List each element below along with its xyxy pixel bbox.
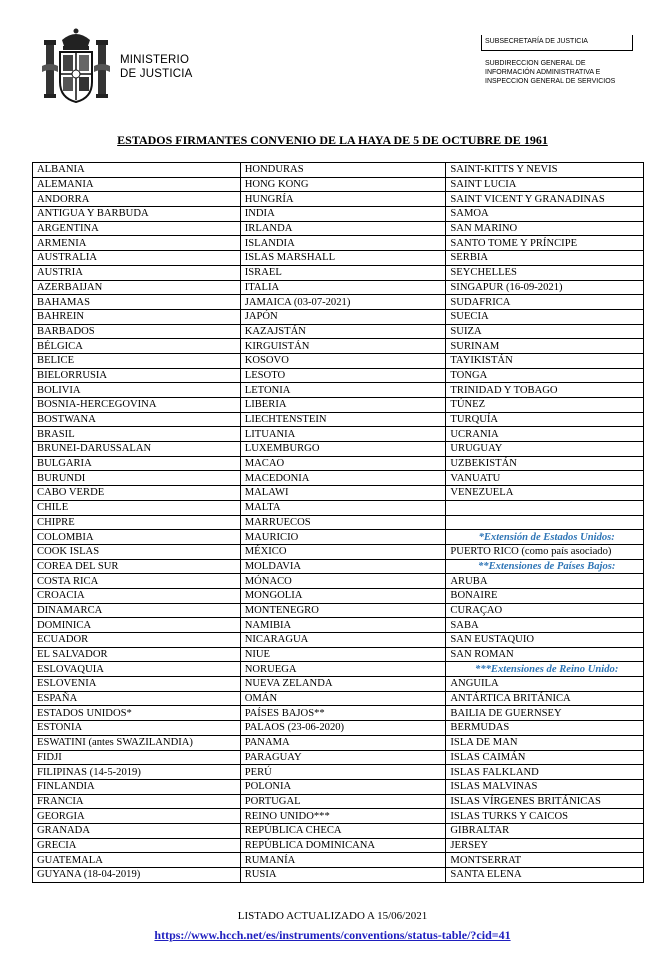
country-cell [446, 500, 644, 515]
country-cell: VENEZUELA [446, 486, 644, 501]
extension-header-cell: ***Extensiones de Reino Unido: [446, 662, 644, 677]
country-cell: ISRAEL [240, 265, 446, 280]
country-cell: BOLIVIA [33, 383, 241, 398]
country-cell: NORUEGA [240, 662, 446, 677]
country-cell: MÓNACO [240, 574, 446, 589]
table-row [33, 427, 644, 442]
country-cell: ISLAS MALVINAS [446, 779, 644, 794]
country-cell: ESTADOS UNIDOS* [33, 706, 241, 721]
country-cell: JAPÓN [240, 309, 446, 324]
country-cell: LESOTO [240, 368, 446, 383]
country-cell: GUYANA (18-04-2019) [33, 868, 241, 883]
country-cell: PAÍSES BAJOS** [240, 706, 446, 721]
table-row [33, 779, 644, 794]
country-cell: DINAMARCA [33, 603, 241, 618]
country-cell: NUEVA ZELANDA [240, 677, 446, 692]
table-row [33, 794, 644, 809]
country-cell: KIRGUISTÁN [240, 339, 446, 354]
country-cell: ARGENTINA [33, 221, 241, 236]
table-row [33, 677, 644, 692]
country-cell: GRECIA [33, 838, 241, 853]
table-row [33, 574, 644, 589]
country-cell: FINLANDIA [33, 779, 241, 794]
country-cell: BAILIA DE GUERNSEY [446, 706, 644, 721]
country-cell: JERSEY [446, 838, 644, 853]
country-cell: FIDJI [33, 750, 241, 765]
country-cell: BELICE [33, 353, 241, 368]
country-cell: CURAÇAO [446, 603, 644, 618]
table-row [33, 486, 644, 501]
subdireccion-line: INFORMACIÓN ADMINISTRATIVA E [485, 69, 601, 76]
country-cell [446, 515, 644, 530]
country-cell: SAN EUSTAQUIO [446, 633, 644, 648]
table-row [33, 721, 644, 736]
country-cell: TRINIDAD Y TOBAGO [446, 383, 644, 398]
table-row [33, 309, 644, 324]
table-row [33, 618, 644, 633]
country-cell: PERÚ [240, 765, 446, 780]
table-row [33, 530, 644, 545]
country-cell: SERBIA [446, 251, 644, 266]
country-cell: DOMINICA [33, 618, 241, 633]
country-cell: SINGAPUR (16-09-2021) [446, 280, 644, 295]
table-row [33, 853, 644, 868]
country-cell: SUDAFRICA [446, 295, 644, 310]
country-cell: BAHAMAS [33, 295, 241, 310]
table-row [33, 559, 644, 574]
country-cell: MONTENEGRO [240, 603, 446, 618]
country-cell: BOSNIA-HERCEGOVINA [33, 398, 241, 413]
country-cell: ESLOVAQUIA [33, 662, 241, 677]
subdireccion-line: INSPECCION GENERAL DE SERVICIOS [485, 78, 616, 85]
subdireccion-line: SUBDIRECCION GENERAL DE [485, 60, 586, 67]
country-cell: MALAWI [240, 486, 446, 501]
country-cell: AUSTRALIA [33, 251, 241, 266]
country-cell: SEYCHELLES [446, 265, 644, 280]
country-cell: ISLAS MARSHALL [240, 251, 446, 266]
country-cell: LITUANIA [240, 427, 446, 442]
table-row [33, 280, 644, 295]
country-cell: POLONIA [240, 779, 446, 794]
country-cell: UCRANIA [446, 427, 644, 442]
country-cell: RUMANÍA [240, 853, 446, 868]
country-cell: HONG KONG [240, 177, 446, 192]
subsecretaria-label: SUBSECRETARÍA DE JUSTICIA [485, 38, 588, 45]
country-cell: KOSOVO [240, 353, 446, 368]
country-cell: ISLA DE MAN [446, 735, 644, 750]
country-cell: BRUNEI-DARUSSALAN [33, 442, 241, 457]
country-cell: SURINAM [446, 339, 644, 354]
country-cell: FILIPINAS (14-5-2019) [33, 765, 241, 780]
country-cell: BURUNDI [33, 471, 241, 486]
table-row [33, 163, 644, 178]
document-title: ESTADOS FIRMANTES CONVENIO DE LA HAYA DE 5 DE OCTUBRE DE 1961 [117, 133, 548, 147]
table-row [33, 868, 644, 883]
country-cell: MAURICIO [240, 530, 446, 545]
country-cell: ARUBA [446, 574, 644, 589]
country-cell: PALAOS (23-06-2020) [240, 721, 446, 736]
country-cell: TONGA [446, 368, 644, 383]
country-cell: SAN MARINO [446, 221, 644, 236]
country-cell: ESLOVENIA [33, 677, 241, 692]
hcch-status-link[interactable]: https://www.hcch.net/es/instruments/conventions/status-table/?cid=41 [154, 928, 511, 942]
country-cell: ANGUILA [446, 677, 644, 692]
country-cell: UZBEKISTÁN [446, 456, 644, 471]
table-row [33, 383, 644, 398]
coat-of-arms-icon [40, 26, 112, 106]
country-cell: ANTÁRTICA BRITÁNICA [446, 691, 644, 706]
country-cell: MÉXICO [240, 544, 446, 559]
country-cell: GEORGIA [33, 809, 241, 824]
country-cell: NAMIBIA [240, 618, 446, 633]
country-cell: NIUE [240, 647, 446, 662]
country-cell: VANUATU [446, 471, 644, 486]
country-cell: KAZAJSTÁN [240, 324, 446, 339]
country-cell: SAN ROMAN [446, 647, 644, 662]
country-cell: COOK ISLAS [33, 544, 241, 559]
updated-note: LISTADO ACTUALIZADO A 15/06/2021 [237, 910, 428, 922]
country-cell: MONTSERRAT [446, 853, 644, 868]
table-row [33, 221, 644, 236]
table-row [33, 838, 644, 853]
country-cell: BRASIL [33, 427, 241, 442]
country-cell: JAMAICA (03-07-2021) [240, 295, 446, 310]
country-cell: ALBANIA [33, 163, 241, 178]
table-row [33, 295, 644, 310]
country-cell: SAINT-KITTS Y NEVIS [446, 163, 644, 178]
country-cell: CABO VERDE [33, 486, 241, 501]
country-cell: GIBRALTAR [446, 823, 644, 838]
table-row [33, 765, 644, 780]
country-cell: RUSIA [240, 868, 446, 883]
subdireccion-block [485, 59, 615, 86]
country-cell: SAINT LUCIA [446, 177, 644, 192]
country-cell: LIBERIA [240, 398, 446, 413]
country-cell: OMÁN [240, 691, 446, 706]
country-cell: URUGUAY [446, 442, 644, 457]
country-cell: ESWATINI (antes SWAZILANDIA) [33, 735, 241, 750]
country-cell: ISLAS CAIMÁN [446, 750, 644, 765]
table-row [33, 192, 644, 207]
country-cell: ESPAÑA [33, 691, 241, 706]
country-cell: FRANCIA [33, 794, 241, 809]
country-cell: GUATEMALA [33, 853, 241, 868]
country-cell: CHILE [33, 500, 241, 515]
table-row [33, 339, 644, 354]
table-row [33, 177, 644, 192]
country-cell: ITALIA [240, 280, 446, 295]
country-cell: SUECIA [446, 309, 644, 324]
country-cell: ALEMANIA [33, 177, 241, 192]
table-row [33, 706, 644, 721]
country-cell: REINO UNIDO*** [240, 809, 446, 824]
country-cell: SAINT VICENT Y GRANADINAS [446, 192, 644, 207]
country-cell: EL SALVADOR [33, 647, 241, 662]
country-cell: COLOMBIA [33, 530, 241, 545]
country-cell: ISLANDIA [240, 236, 446, 251]
table-row [33, 647, 644, 662]
country-cell: LETONIA [240, 383, 446, 398]
country-cell: ISLAS FALKLAND [446, 765, 644, 780]
ministry-line-2: DE JUSTICIA [120, 68, 193, 80]
country-cell: COSTA RICA [33, 574, 241, 589]
country-cell: CROACIA [33, 588, 241, 603]
country-cell: PUERTO RICO (como país asociado) [446, 544, 644, 559]
country-cell: MACAO [240, 456, 446, 471]
country-cell: ANDORRA [33, 192, 241, 207]
country-cell: ANTIGUA Y BARBUDA [33, 207, 241, 222]
country-cell: TAYIKISTÁN [446, 353, 644, 368]
table-row [33, 735, 644, 750]
country-cell: REPÚBLICA DOMINICANA [240, 838, 446, 853]
table-row [33, 265, 644, 280]
country-cell: LUXEMBURGO [240, 442, 446, 457]
country-cell: REPÚBLICA CHECA [240, 823, 446, 838]
country-cell: INDIA [240, 207, 446, 222]
table-row [33, 691, 644, 706]
country-cell: ESTONIA [33, 721, 241, 736]
country-cell: BERMUDAS [446, 721, 644, 736]
country-cell: SAMOA [446, 207, 644, 222]
country-cell: PARAGUAY [240, 750, 446, 765]
table-row [33, 603, 644, 618]
country-cell: ECUADOR [33, 633, 241, 648]
table-row [33, 662, 644, 677]
country-cell: MOLDAVIA [240, 559, 446, 574]
extension-header-cell: **Extensiones de Países Bajos: [446, 559, 644, 574]
table-row [33, 251, 644, 266]
country-cell: BÉLGICA [33, 339, 241, 354]
country-cell: BOSTWANA [33, 412, 241, 427]
country-cell: NICARAGUA [240, 633, 446, 648]
table-row [33, 500, 644, 515]
country-cell: BAHREIN [33, 309, 241, 324]
extension-header-cell: *Extensión de Estados Unidos: [446, 530, 644, 545]
country-cell: BONAIRE [446, 588, 644, 603]
country-cell: COREA DEL SUR [33, 559, 241, 574]
country-cell: SABA [446, 618, 644, 633]
table-row [33, 809, 644, 824]
country-cell: IRLANDA [240, 221, 446, 236]
country-cell: HONDURAS [240, 163, 446, 178]
table-row [33, 412, 644, 427]
table-row [33, 471, 644, 486]
table-row [33, 207, 644, 222]
table-row [33, 442, 644, 457]
country-cell: SUIZA [446, 324, 644, 339]
states-table [32, 162, 644, 883]
table-row [33, 750, 644, 765]
table-row [33, 515, 644, 530]
table-row [33, 368, 644, 383]
country-cell: MALTA [240, 500, 446, 515]
country-cell: GRANADA [33, 823, 241, 838]
table-row [33, 353, 644, 368]
country-cell: MARRUECOS [240, 515, 446, 530]
country-cell: BULGARIA [33, 456, 241, 471]
table-row [33, 324, 644, 339]
country-cell: SANTA ELENA [446, 868, 644, 883]
ministry-line-1: MINISTERIO [120, 54, 190, 66]
country-cell: LIECHTENSTEIN [240, 412, 446, 427]
table-row [33, 456, 644, 471]
country-cell: AZERBAIJAN [33, 280, 241, 295]
country-cell: TURQUÍA [446, 412, 644, 427]
ministry-name [120, 53, 193, 81]
table-row [33, 236, 644, 251]
country-cell: CHIPRE [33, 515, 241, 530]
table-row [33, 544, 644, 559]
country-cell: SANTO TOME Y PRÍNCIPE [446, 236, 644, 251]
country-cell: AUSTRIA [33, 265, 241, 280]
country-cell: ISLAS VÍRGENES BRITÁNICAS [446, 794, 644, 809]
table-row [33, 398, 644, 413]
table-row [33, 588, 644, 603]
country-cell: ARMENIA [33, 236, 241, 251]
country-cell: HUNGRÍA [240, 192, 446, 207]
country-cell: ISLAS TURKS Y CAICOS [446, 809, 644, 824]
table-row [33, 823, 644, 838]
country-cell: PANAMA [240, 735, 446, 750]
country-cell: TÚNEZ [446, 398, 644, 413]
country-cell: BIELORRUSIA [33, 368, 241, 383]
country-cell: MONGOLIA [240, 588, 446, 603]
table-row [33, 633, 644, 648]
country-cell: PORTUGAL [240, 794, 446, 809]
country-cell: BARBADOS [33, 324, 241, 339]
country-cell: MACEDONIA [240, 471, 446, 486]
